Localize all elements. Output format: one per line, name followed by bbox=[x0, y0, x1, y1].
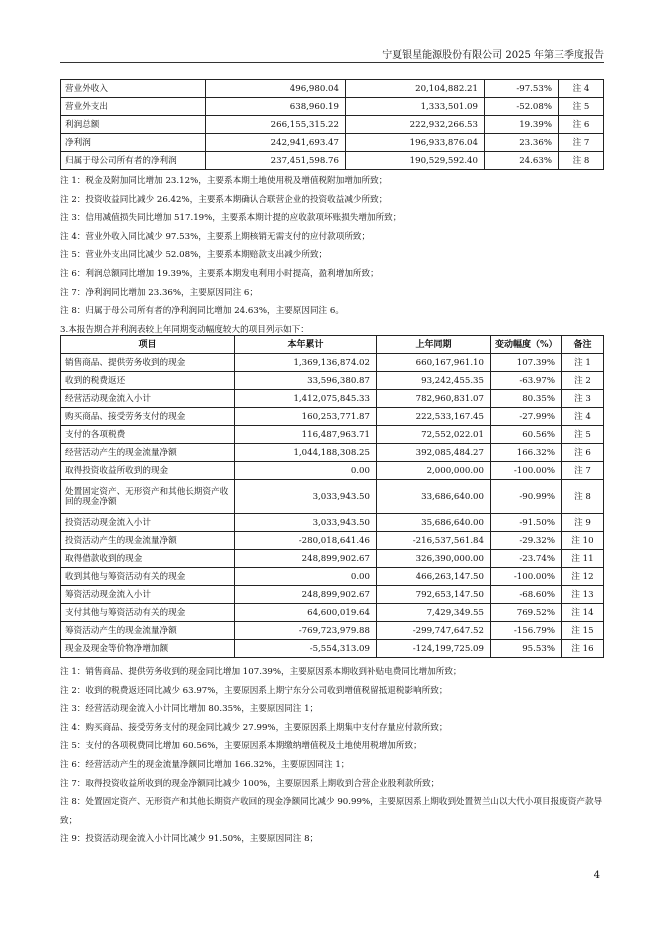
cell-remark: 注 6 bbox=[562, 444, 604, 462]
cashflow-table bbox=[60, 335, 604, 658]
cell-item: 收到的税费返还 bbox=[61, 372, 235, 390]
cell-remark: 注 4 bbox=[562, 408, 604, 426]
cell-remark: 注 4 bbox=[559, 80, 604, 98]
cell-item: 收到其他与筹资活动有关的现金 bbox=[61, 568, 235, 586]
cell-change: 80.35% bbox=[491, 390, 562, 408]
cell-item: 营业外支出 bbox=[61, 98, 206, 116]
cell-change: 95.53% bbox=[491, 640, 562, 658]
table-row bbox=[61, 514, 604, 532]
table-row bbox=[61, 408, 604, 426]
cell-prior: -216,537,561.84 bbox=[377, 532, 491, 550]
cell-current: 3,033,943.50 bbox=[235, 480, 377, 514]
cell-current: -769,723,979.88 bbox=[235, 622, 377, 640]
page-number: 4 bbox=[593, 870, 600, 881]
note-line: 注 2：收到的税费返还同比减少 63.97%，主要原因系上期宁东分公司收到增值税留抵退税影响所致； bbox=[60, 685, 448, 696]
cell-remark: 注 16 bbox=[562, 640, 604, 658]
cell-current: 160,253,771.87 bbox=[235, 408, 377, 426]
cell-item: 筹资活动产生的现金流量净额 bbox=[61, 622, 235, 640]
cell-change: 769.52% bbox=[491, 604, 562, 622]
note-line: 注 9：投资活动现金流入小计同比减少 91.50%，主要原因同注 8； bbox=[60, 834, 319, 845]
cell-current: 116,487,963.71 bbox=[235, 426, 377, 444]
cell-current: 638,960.19 bbox=[206, 98, 346, 116]
cell-prior: 35,686,640.00 bbox=[377, 514, 491, 532]
table-row bbox=[61, 444, 604, 462]
cell-change: -100.00% bbox=[491, 462, 562, 480]
cell-remark: 注 2 bbox=[562, 372, 604, 390]
table-row bbox=[61, 462, 604, 480]
cell-current: 242,941,693.47 bbox=[206, 134, 346, 152]
cell-prior: 196,933,876.04 bbox=[346, 134, 485, 152]
table-row bbox=[61, 354, 604, 372]
note-line: 注 7：取得投资收益所收到的现金净额同比减少 100%，主要原因系上期收到合营企业股利款所致； bbox=[60, 778, 440, 789]
table-row bbox=[61, 390, 604, 408]
cell-item: 购买商品、接受劳务支付的现金 bbox=[61, 408, 235, 426]
col-header-item: 项目 bbox=[61, 336, 235, 354]
note-line: 注 5：支付的各项税费同比增加 60.56%，主要原因系本期缴纳增值税及土地使用税增加所致； bbox=[60, 741, 422, 752]
cell-prior: 782,960,831.07 bbox=[377, 390, 491, 408]
cell-item: 投资活动现金流入小计 bbox=[61, 514, 235, 532]
note-line: 注 6：利润总额同比增加 19.39%，主要系本期发电利用小时提高，盈利增加所致； bbox=[60, 268, 379, 279]
table-row bbox=[61, 532, 604, 550]
cell-prior: 20,104,882.21 bbox=[346, 80, 485, 98]
note-line: 注 4：营业外收入同比减少 97.53%，主要系上期核销无需支付的应付款项所致； bbox=[60, 231, 371, 242]
page-header: 宁夏银星能源股份有限公司 2025 年第三季度报告 bbox=[382, 50, 604, 61]
cashflow-notes bbox=[60, 663, 605, 849]
table-row bbox=[61, 480, 604, 514]
cell-change: 19.39% bbox=[485, 116, 559, 134]
table-row bbox=[61, 604, 604, 622]
table-row bbox=[61, 80, 604, 98]
cell-remark: 注 8 bbox=[562, 480, 604, 514]
cell-remark: 注 7 bbox=[562, 462, 604, 480]
cell-prior: 660,167,961.10 bbox=[377, 354, 491, 372]
cell-change: -90.99% bbox=[491, 480, 562, 514]
cell-prior: 222,533,167.45 bbox=[377, 408, 491, 426]
col-header-change: 变动幅度（%） bbox=[491, 336, 562, 354]
cell-prior: 792,653,147.50 bbox=[377, 586, 491, 604]
note-line: 注 7：净利润同比增加 23.36%，主要原因同注 6； bbox=[60, 287, 258, 298]
cell-change: 166.32% bbox=[491, 444, 562, 462]
cell-remark: 注 5 bbox=[559, 98, 604, 116]
cell-item: 净利润 bbox=[61, 134, 206, 152]
cell-change: 107.39% bbox=[491, 354, 562, 372]
cell-remark: 注 9 bbox=[562, 514, 604, 532]
cell-item: 筹资活动现金流入小计 bbox=[61, 586, 235, 604]
cell-remark: 注 11 bbox=[562, 550, 604, 568]
note-line: 注 1：销售商品、提供劳务收到的现金同比增加 107.39%，主要原因系本期收到补贴电费同比增加所致； bbox=[60, 667, 462, 677]
note-line: 注 3：经营活动现金流入小计同比增加 80.35%，主要原因同注 1； bbox=[60, 704, 319, 715]
cell-prior: -124,199,725.09 bbox=[377, 640, 491, 658]
cell-item: 经营活动现金流入小计 bbox=[61, 390, 235, 408]
cell-remark: 注 13 bbox=[562, 586, 604, 604]
cell-change: -97.53% bbox=[485, 80, 559, 98]
note-line: 注 1：税金及附加同比增加 23.12%，主要系本期土地使用税及增值税附加增加所致； bbox=[60, 176, 388, 186]
cell-change: -100.00% bbox=[491, 568, 562, 586]
cell-prior: -299,747,647.52 bbox=[377, 622, 491, 640]
cell-item: 支付的各项税费 bbox=[61, 426, 235, 444]
header-divider bbox=[60, 62, 604, 63]
cell-prior: 1,333,501.09 bbox=[346, 98, 485, 116]
cell-prior: 33,686,640.00 bbox=[377, 480, 491, 514]
cell-item: 投资活动产生的现金流量净额 bbox=[61, 532, 235, 550]
cell-remark: 注 8 bbox=[559, 152, 604, 170]
cell-change: 60.56% bbox=[491, 426, 562, 444]
cell-change: 23.36% bbox=[485, 134, 559, 152]
cell-current: 1,044,188,308.25 bbox=[235, 444, 377, 462]
table-row bbox=[61, 640, 604, 658]
cell-remark: 注 6 bbox=[559, 116, 604, 134]
table-row bbox=[61, 550, 604, 568]
cell-current: 1,412,075,845.33 bbox=[235, 390, 377, 408]
cell-change: -23.74% bbox=[491, 550, 562, 568]
cell-remark: 注 7 bbox=[559, 134, 604, 152]
cell-item: 归属于母公司所有者的净利润 bbox=[61, 152, 206, 170]
cell-item: 支付其他与筹资活动有关的现金 bbox=[61, 604, 235, 622]
cell-remark: 注 12 bbox=[562, 568, 604, 586]
cell-item: 销售商品、提供劳务收到的现金 bbox=[61, 354, 235, 372]
cell-remark: 注 5 bbox=[562, 426, 604, 444]
table-row bbox=[61, 568, 604, 586]
cell-current: -5,554,313.09 bbox=[235, 640, 377, 658]
cell-prior: 392,085,484.27 bbox=[377, 444, 491, 462]
cell-change: -63.97% bbox=[491, 372, 562, 390]
cell-item: 现金及现金等价物净增加额 bbox=[61, 640, 235, 658]
table-header-row bbox=[61, 336, 604, 354]
note-line: 注 8：归属于母公司所有者的净利润同比增加 24.63%，主要原因同注 6。 bbox=[60, 306, 344, 317]
table-row bbox=[61, 134, 604, 152]
table-row bbox=[61, 116, 604, 134]
note-line: 注 2：投资收益同比减少 26.42%，主要系本期确认合联营企业的投资收益减少所致； bbox=[60, 194, 388, 205]
cell-current: 1,369,136,874.02 bbox=[235, 354, 377, 372]
table-row bbox=[61, 152, 604, 170]
note-line: 注 5：营业外支出同比减少 52.08%，主要系本期赔款支出减少所致； bbox=[60, 250, 328, 261]
note-line: 注 3：信用减值损失同比增加 517.19%，主要系本期计提的应收款项坏账损失增加所致； bbox=[60, 213, 402, 224]
cell-item: 利润总额 bbox=[61, 116, 206, 134]
cell-remark: 注 15 bbox=[562, 622, 604, 640]
cell-change: -68.60% bbox=[491, 586, 562, 604]
table-row bbox=[61, 426, 604, 444]
cell-current: 237,451,598.76 bbox=[206, 152, 346, 170]
cell-change: -52.08% bbox=[485, 98, 559, 116]
cell-current: 0.00 bbox=[235, 568, 377, 586]
cell-item: 处置固定资产、无形资产和其他长期资产收回的现金净额 bbox=[61, 480, 235, 514]
cell-current: 33,596,380.87 bbox=[235, 372, 377, 390]
col-header-prior: 上年同期 bbox=[377, 336, 491, 354]
cell-item: 经营活动产生的现金流量净额 bbox=[61, 444, 235, 462]
cell-prior: 326,390,000.00 bbox=[377, 550, 491, 568]
col-header-remark: 备注 bbox=[562, 336, 604, 354]
cell-prior: 190,529,592.40 bbox=[346, 152, 485, 170]
cell-current: 248,899,902.67 bbox=[235, 550, 377, 568]
cell-current: 64,600,019.64 bbox=[235, 604, 377, 622]
table-row bbox=[61, 622, 604, 640]
cell-change: -91.50% bbox=[491, 514, 562, 532]
cell-current: 3,033,943.50 bbox=[235, 514, 377, 532]
cell-prior: 466,263,147.50 bbox=[377, 568, 491, 586]
table-row bbox=[61, 586, 604, 604]
profit-table bbox=[60, 79, 604, 170]
cell-remark: 注 10 bbox=[562, 532, 604, 550]
cell-change: 24.63% bbox=[485, 152, 559, 170]
cell-current: 266,155,315.22 bbox=[206, 116, 346, 134]
col-header-current: 本年累计 bbox=[235, 336, 377, 354]
note-line: 注 4：购买商品、接受劳务支付的现金同比减少 27.99%，主要原因系上期集中支付存量应付款所致； bbox=[60, 722, 448, 733]
cell-prior: 93,242,455.35 bbox=[377, 372, 491, 390]
section-title: 3.本报告期合并利润表较上年同期变动幅度较大的项目列示如下： bbox=[60, 324, 309, 335]
cell-item: 取得投资收益所收到的现金 bbox=[61, 462, 235, 480]
cell-change: -29.32% bbox=[491, 532, 562, 550]
cell-current: 496,980.04 bbox=[206, 80, 346, 98]
cell-prior: 7,429,349.55 bbox=[377, 604, 491, 622]
table-row bbox=[61, 372, 604, 390]
cell-change: -156.79% bbox=[491, 622, 562, 640]
cell-current: 248,899,902.67 bbox=[235, 586, 377, 604]
cell-remark: 注 1 bbox=[562, 354, 604, 372]
cell-prior: 2,000,000.00 bbox=[377, 462, 491, 480]
note-line: 注 6：经营活动产生的现金流量净额同比增加 166.32%，主要原因同注 1； bbox=[60, 759, 350, 770]
cell-current: 0.00 bbox=[235, 462, 377, 480]
cell-item: 营业外收入 bbox=[61, 80, 206, 98]
note-line: 注 8：处置固定资产、无形资产和其他长期资产收回的现金净额同比减少 90.99%，主要原因系上期收到处置贺兰山以大代小项目报废资产款导致； bbox=[60, 797, 603, 826]
cell-item: 取得借款收到的现金 bbox=[61, 550, 235, 568]
cell-prior: 222,932,266.53 bbox=[346, 116, 485, 134]
cell-prior: 72,552,022.01 bbox=[377, 426, 491, 444]
profit-notes bbox=[60, 172, 605, 339]
table-row bbox=[61, 98, 604, 116]
cell-current: -280,018,641.46 bbox=[235, 532, 377, 550]
cell-remark: 注 14 bbox=[562, 604, 604, 622]
cell-remark: 注 3 bbox=[562, 390, 604, 408]
cell-change: -27.99% bbox=[491, 408, 562, 426]
